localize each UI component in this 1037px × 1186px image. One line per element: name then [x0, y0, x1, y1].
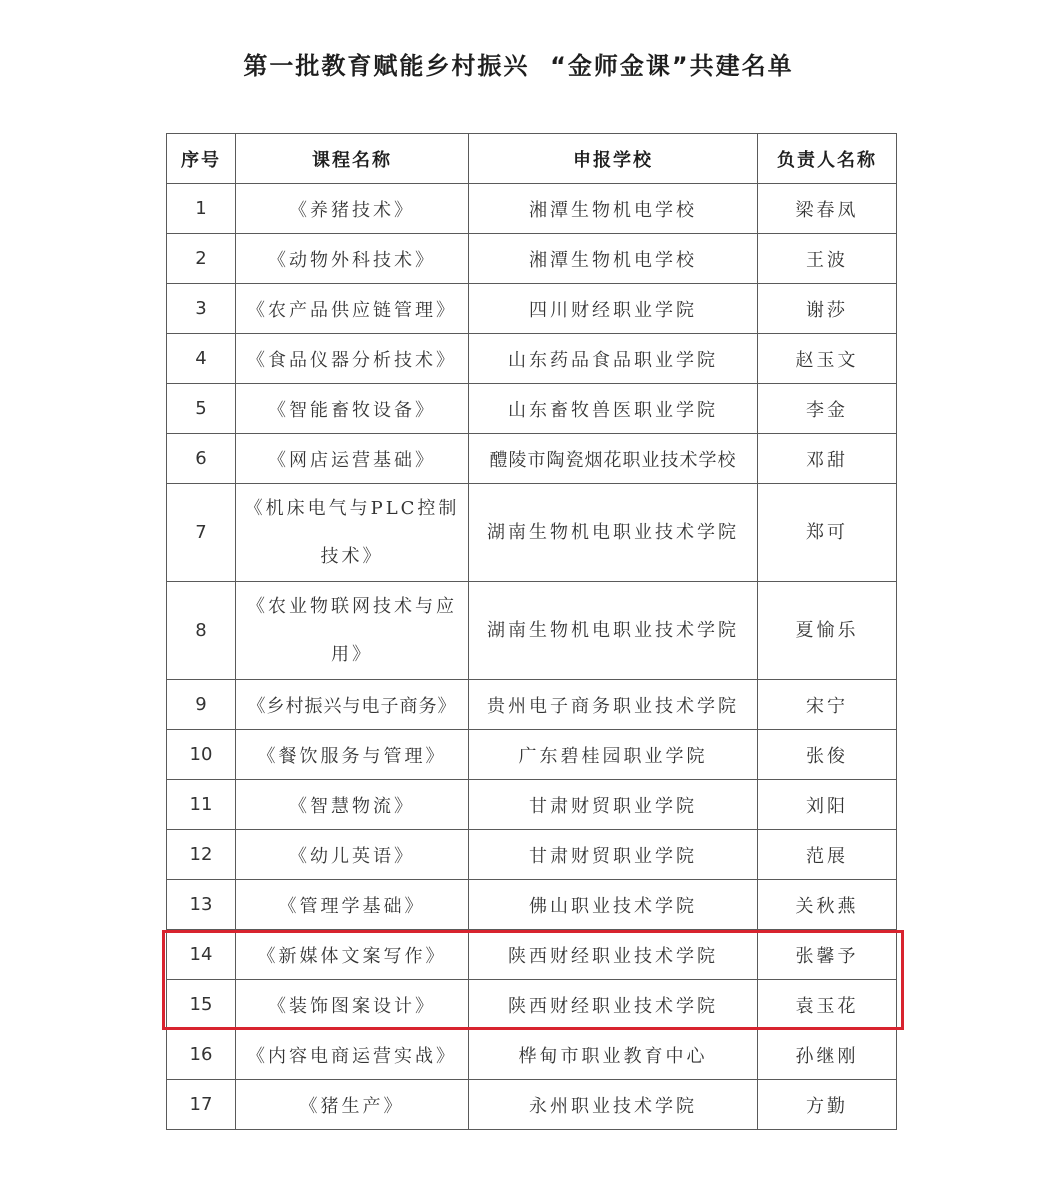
lead-name: 王波 — [758, 234, 897, 284]
lead-name: 刘阳 — [758, 780, 897, 830]
lead-name: 张俊 — [758, 730, 897, 780]
school-name: 甘肃财贸职业学院 — [469, 830, 758, 880]
school-name: 湘潭生物机电学校 — [469, 234, 758, 284]
lead-name: 邓甜 — [758, 434, 897, 484]
school-name: 广东碧桂园职业学院 — [469, 730, 758, 780]
table-row — [167, 1080, 897, 1130]
row-number: 15 — [167, 980, 236, 1030]
lead-name: 张馨予 — [758, 930, 897, 980]
header-no: 序号 — [167, 134, 236, 184]
table-row — [167, 1030, 897, 1080]
course-name: 《动物外科技术》 — [236, 234, 469, 284]
row-number: 17 — [167, 1080, 236, 1130]
lead-name: 袁玉花 — [758, 980, 897, 1030]
row-number: 2 — [167, 234, 236, 284]
lead-name: 孙继刚 — [758, 1030, 897, 1080]
row-number: 8 — [167, 582, 236, 680]
row-number: 11 — [167, 780, 236, 830]
school-name: 山东畜牧兽医职业学院 — [469, 384, 758, 434]
row-number: 14 — [167, 930, 236, 980]
school-name: 永州职业技术学院 — [469, 1080, 758, 1130]
school-name: 陕西财经职业技术学院 — [469, 980, 758, 1030]
row-number: 7 — [167, 484, 236, 582]
course-name: 《管理学基础》 — [236, 880, 469, 930]
course-name: 《智慧物流》 — [236, 780, 469, 830]
table-row — [167, 434, 897, 484]
header-school: 申报学校 — [469, 134, 758, 184]
header-course: 课程名称 — [236, 134, 469, 184]
school-name: 四川财经职业学院 — [469, 284, 758, 334]
school-name: 陕西财经职业技术学院 — [469, 930, 758, 980]
table-row — [167, 334, 897, 384]
course-name: 《智能畜牧设备》 — [236, 384, 469, 434]
course-name: 《养猪技术》 — [236, 184, 469, 234]
course-name: 《幼儿英语》 — [236, 830, 469, 880]
table-row-highlighted — [167, 980, 897, 1030]
course-name: 《新媒体文案写作》 — [236, 930, 469, 980]
school-name: 桦甸市职业教育中心 — [469, 1030, 758, 1080]
lead-name: 关秋燕 — [758, 880, 897, 930]
lead-name: 宋宁 — [758, 680, 897, 730]
row-number: 3 — [167, 284, 236, 334]
header-lead: 负责人名称 — [758, 134, 897, 184]
school-name: 湖南生物机电职业技术学院 — [469, 484, 758, 582]
table-row-highlighted — [167, 930, 897, 980]
lead-name: 梁春凤 — [758, 184, 897, 234]
course-name: 《内容电商运营实战》 — [236, 1030, 469, 1080]
course-name: 《农业物联网技术与应用》 — [236, 582, 469, 680]
table-row — [167, 830, 897, 880]
table-row — [167, 780, 897, 830]
lead-name: 范展 — [758, 830, 897, 880]
school-name: 佛山职业技术学院 — [469, 880, 758, 930]
lead-name: 夏愉乐 — [758, 582, 897, 680]
row-number: 1 — [167, 184, 236, 234]
table-row — [167, 384, 897, 434]
lead-name: 赵玉文 — [758, 334, 897, 384]
row-number: 9 — [167, 680, 236, 730]
table-row — [167, 880, 897, 930]
table-row — [167, 284, 897, 334]
course-name: 《农产品供应链管理》 — [236, 284, 469, 334]
page-title: 第一批教育赋能乡村振兴 “金师金课”共建名单 — [243, 52, 794, 80]
course-name: 《猪生产》 — [236, 1080, 469, 1130]
row-number: 5 — [167, 384, 236, 434]
school-name: 贵州电子商务职业技术学院 — [469, 680, 758, 730]
row-number: 12 — [167, 830, 236, 880]
course-name: 《乡村振兴与电子商务》 — [236, 680, 469, 730]
table-row — [167, 484, 897, 582]
course-name: 《机床电气与PLC控制技术》 — [236, 484, 469, 582]
lead-name: 郑可 — [758, 484, 897, 582]
school-name: 湘潭生物机电学校 — [469, 184, 758, 234]
row-number: 6 — [167, 434, 236, 484]
row-number: 13 — [167, 880, 236, 930]
table-row — [167, 680, 897, 730]
course-name: 《装饰图案设计》 — [236, 980, 469, 1030]
table-row — [167, 234, 897, 284]
table-row — [167, 582, 897, 680]
lead-name: 李金 — [758, 384, 897, 434]
school-name: 甘肃财贸职业学院 — [469, 780, 758, 830]
course-name: 《网店运营基础》 — [236, 434, 469, 484]
table-row — [167, 730, 897, 780]
lead-name: 方勤 — [758, 1080, 897, 1130]
course-name: 《餐饮服务与管理》 — [236, 730, 469, 780]
school-name: 湖南生物机电职业技术学院 — [469, 582, 758, 680]
lead-name: 谢莎 — [758, 284, 897, 334]
table-header-row — [167, 134, 897, 184]
roster-table — [166, 133, 897, 1130]
school-name: 山东药品食品职业学院 — [469, 334, 758, 384]
row-number: 10 — [167, 730, 236, 780]
course-name: 《食品仪器分析技术》 — [236, 334, 469, 384]
row-number: 4 — [167, 334, 236, 384]
row-number: 16 — [167, 1030, 236, 1080]
school-name: 醴陵市陶瓷烟花职业技术学校 — [469, 434, 758, 484]
table-row — [167, 184, 897, 234]
